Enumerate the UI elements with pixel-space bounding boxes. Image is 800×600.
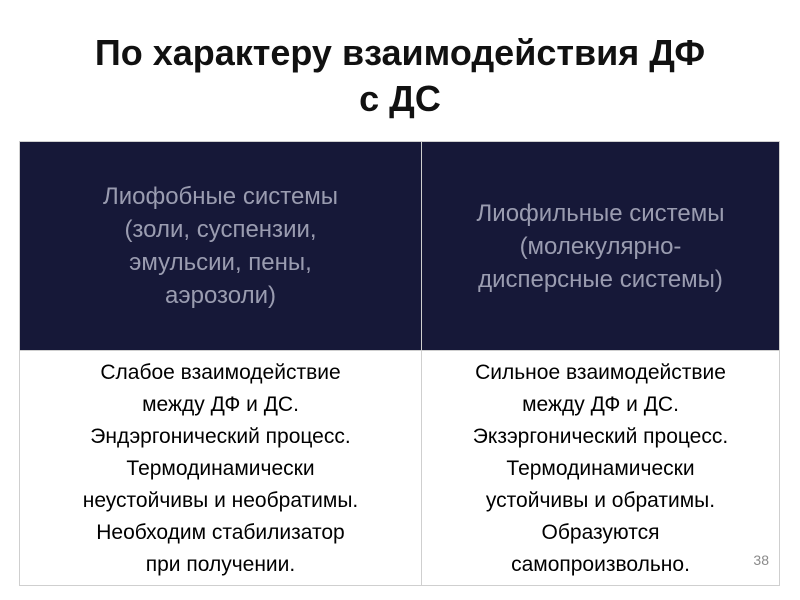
body-left-line: между ДФ и ДС. <box>142 393 299 416</box>
body-right-line: между ДФ и ДС. <box>522 393 679 416</box>
comparison-table <box>19 141 780 586</box>
body-right-line: Экзэргонический процесс. <box>472 425 729 448</box>
table-row <box>20 351 780 586</box>
header-cell-lyophilic <box>422 142 780 351</box>
slide-title-line-2: с ДС <box>359 78 441 119</box>
header-cell-lyophobic <box>20 142 422 351</box>
body-right-line: Термодинамически <box>506 457 695 480</box>
body-right-line: Образуются <box>541 521 660 544</box>
slide-title-line-1: По характеру взаимодействия ДФ <box>94 32 706 73</box>
header-right-line: Лиофильные системы <box>476 199 725 227</box>
header-right-line: дисперсные системы) <box>478 265 723 293</box>
header-left-line: эмульсии, пены, <box>129 249 312 276</box>
page-number: 38 <box>753 552 769 568</box>
body-right-line: устойчивы и обратимы. <box>485 489 716 512</box>
body-cell-lyophobic <box>20 351 422 586</box>
body-right-line: самопроизвольно. <box>511 553 690 576</box>
body-left-line: Необходим стабилизатор <box>96 521 345 544</box>
header-left-line: Лиофобные системы <box>102 183 339 210</box>
slide-title <box>40 30 760 122</box>
body-left-line: Термодинамически <box>126 457 315 480</box>
table-header-row <box>20 142 780 351</box>
body-right-line: Сильное взаимодействие <box>475 361 726 384</box>
header-right-line: (молекулярно- <box>519 232 682 260</box>
body-left-line: Эндэргонический процесс. <box>90 425 351 448</box>
body-left-line: неустойчивы и необратимы. <box>82 489 359 512</box>
body-left-line: Слабое взаимодействие <box>100 361 341 384</box>
body-left-line: при получении. <box>145 553 296 576</box>
body-cell-lyophilic <box>422 351 780 586</box>
header-left-line: (золи, суспензии, <box>124 216 317 243</box>
header-left-line: аэрозоли) <box>165 282 276 309</box>
